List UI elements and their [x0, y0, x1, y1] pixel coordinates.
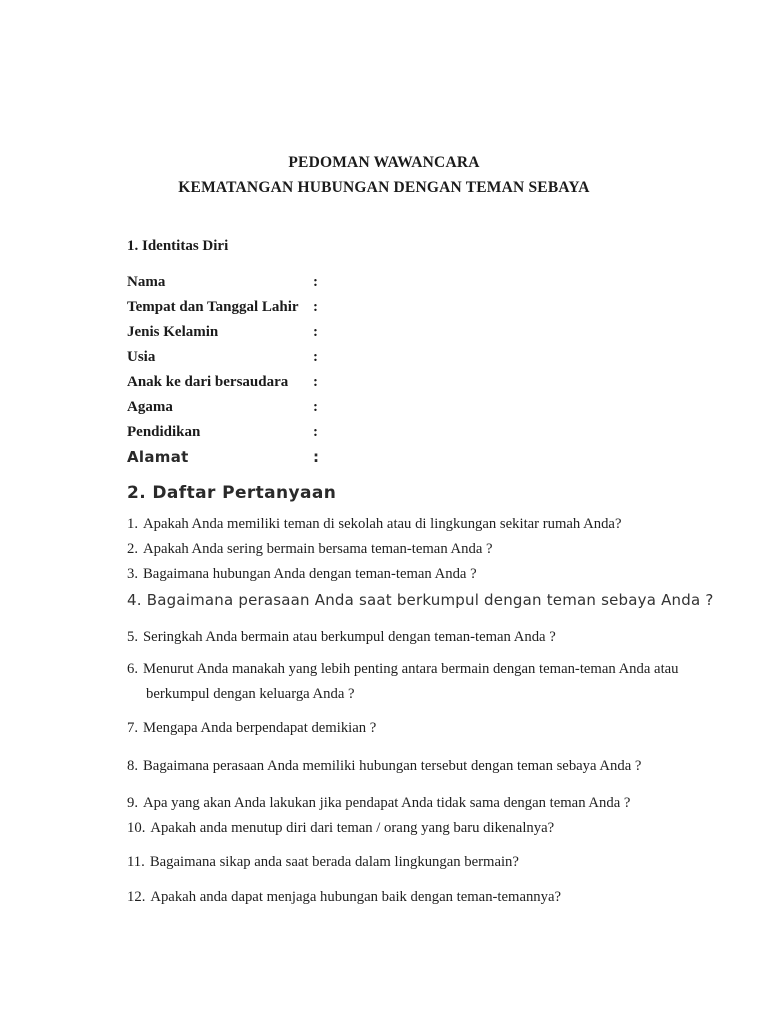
identity-field-row — [127, 395, 688, 420]
question-text: Bagaimana sikap anda saat berada dalam lingkungan bermain? — [149, 854, 519, 870]
question-number: 3. — [127, 566, 139, 582]
question-number: 9. — [127, 795, 139, 811]
identity-field-label: Tempat dan Tanggal Lahir — [127, 299, 299, 315]
question-number: 4. — [127, 591, 142, 609]
identity-field-colon: : — [313, 374, 318, 390]
question-number: 2. — [127, 541, 139, 557]
identity-field-row — [127, 420, 688, 445]
document-title — [127, 150, 641, 200]
question-text: Apakah Anda sering bermain bersama teman-teman Anda ? — [143, 541, 493, 557]
identity-field-row — [127, 370, 688, 395]
question-item — [127, 562, 685, 587]
identity-field-colon: : — [313, 424, 318, 440]
identity-field-colon: : — [313, 299, 318, 315]
question-text: Apakah anda menutup diri dari teman / orang yang baru dikenalnya? — [150, 820, 555, 836]
questions-section — [127, 481, 714, 910]
identity-field-colon: : — [313, 448, 320, 466]
identity-field-label: Agama — [127, 399, 173, 415]
question-number: 8. — [127, 758, 139, 774]
question-item — [127, 754, 685, 779]
question-text: Bagaimana perasaan Anda saat berkumpul dengan teman sebaya Anda ? — [146, 591, 714, 609]
question-item — [127, 537, 685, 562]
identity-field-label: Anak ke dari bersaudara — [127, 374, 289, 390]
identity-field-label: Usia — [127, 349, 156, 365]
question-item — [127, 625, 685, 650]
identity-field-colon: : — [313, 274, 318, 290]
question-number: 11. — [127, 854, 145, 870]
identity-field-row — [127, 270, 688, 295]
question-number: 5. — [127, 629, 139, 645]
question-item — [127, 657, 685, 707]
identity-field-colon: : — [313, 324, 318, 340]
question-number: 10. — [127, 820, 146, 836]
question-item — [127, 512, 685, 537]
question-text: Mengapa Anda berpendapat demikian ? — [143, 720, 377, 736]
identity-field-row — [127, 445, 688, 471]
question-text: Apa yang akan Anda lakukan jika pendapat Anda tidak sama dengan teman Anda ? — [143, 795, 631, 811]
identity-field-colon: : — [313, 349, 318, 365]
identity-field-colon: : — [313, 399, 318, 415]
question-item — [127, 716, 685, 741]
identity-fields — [127, 270, 688, 471]
question-text: Menurut Anda manakah yang lebih penting antara bermain dengan teman-teman Anda atau berkumpul dengan keluarga Anda ? — [143, 661, 679, 702]
title-line-1: PEDOMAN WAWANCARA — [288, 154, 480, 171]
question-text: Bagaimana hubungan Anda dengan teman-teman Anda ? — [143, 566, 477, 582]
identity-field-label: Alamat — [127, 448, 189, 466]
question-item — [127, 791, 685, 816]
question-number: 1. — [127, 516, 139, 532]
question-item — [127, 816, 685, 841]
title-line-2: KEMATANGAN HUBUNGAN DENGAN TEMAN SEBAYA — [178, 179, 590, 196]
identity-field-label: Jenis Kelamin — [127, 324, 219, 340]
questions-section-heading: 2. Daftar Pertanyaan — [127, 483, 337, 503]
question-item — [127, 850, 685, 875]
question-text: Seringkah Anda bermain atau berkumpul dengan teman-teman Anda ? — [143, 629, 556, 645]
question-list — [127, 512, 714, 910]
identity-field-row — [127, 345, 688, 370]
question-number: 12. — [127, 889, 146, 905]
question-text: Apakah Anda memiliki teman di sekolah atau di lingkungan sekitar rumah Anda? — [143, 516, 622, 532]
question-text: Bagaimana perasaan Anda memiliki hubungan tersebut dengan teman sebaya Anda ? — [143, 758, 642, 774]
question-item — [127, 587, 714, 613]
question-item — [127, 885, 685, 910]
question-text: Apakah anda dapat menjaga hubungan baik dengan teman-temannya? — [150, 889, 562, 905]
identity-field-label: Pendidikan — [127, 424, 201, 440]
identity-field-label: Nama — [127, 274, 166, 290]
identity-section-heading: 1. Identitas Diri — [127, 238, 229, 254]
identity-field-row — [127, 320, 688, 345]
question-number: 7. — [127, 720, 139, 736]
identity-field-row — [127, 295, 688, 320]
question-number: 6. — [127, 661, 139, 677]
identity-section — [127, 234, 688, 471]
